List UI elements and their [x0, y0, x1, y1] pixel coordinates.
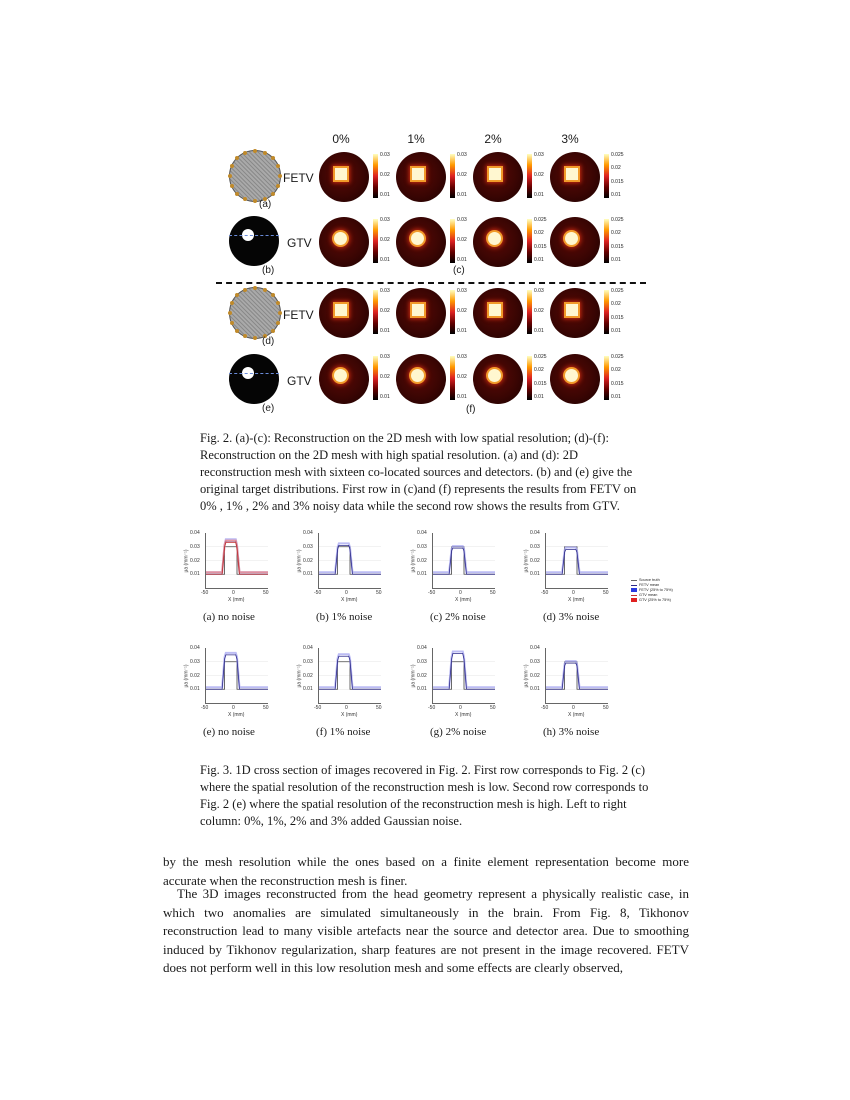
recon-gtv-low-1 [396, 217, 446, 267]
x-axis-label: X (mm) [455, 597, 472, 603]
y-axis-label: μa (mm⁻¹) [523, 663, 530, 688]
colorbar [604, 356, 609, 400]
y-axis-label: μa (mm⁻¹) [410, 663, 417, 688]
mesh-high-res [229, 287, 281, 339]
x-tick: 0 [459, 705, 462, 711]
colorbar-tick: 0.01 [380, 257, 390, 263]
colorbar-tick: 0.03 [534, 288, 544, 294]
colorbar-tick: 0.03 [457, 354, 467, 360]
y-tick: 0.04 [303, 645, 313, 651]
colorbar [604, 219, 609, 263]
recon-fetv-high-1 [396, 288, 446, 338]
recon-gtv-high-1 [396, 354, 446, 404]
source-detector-dot [228, 311, 232, 315]
colorbar-tick: 0.025 [611, 217, 624, 223]
colorbar [450, 290, 455, 334]
colorbar [373, 219, 378, 263]
x-axis-label: X (mm) [568, 712, 585, 718]
colorbar-tick: 0.02 [611, 230, 621, 237]
colorbar-tick: 0.025 [534, 217, 547, 223]
colorbar-tick: 0.015 [534, 380, 547, 387]
source-detector-dot [243, 334, 247, 338]
colorbar-tick: 0.02 [534, 172, 544, 178]
colorbar-tick: 0.01 [534, 257, 544, 263]
legend-swatch-fetv-mean [631, 585, 637, 586]
plot-canvas [319, 533, 381, 588]
colorbar-tick: 0.02 [457, 374, 467, 380]
y-tick: 0.03 [190, 658, 200, 665]
colorbar-tick: 0.03 [457, 288, 467, 294]
reconstructed-anomaly [488, 232, 501, 245]
source-detector-dot [271, 329, 275, 333]
source-detector-dot [276, 321, 280, 325]
y-tick: 0.02 [530, 672, 540, 679]
subfigure-label: (h) 3% noise [543, 726, 600, 738]
reconstructed-anomaly [489, 304, 501, 316]
colorbar-tick: 0.03 [380, 354, 390, 360]
plot-canvas [206, 648, 268, 703]
panel-letter-a: (a) [259, 199, 272, 210]
y-tick: 0.01 [303, 686, 313, 693]
colorbar-tick: 0.01 [457, 394, 467, 400]
y-tick: 0.03 [417, 543, 427, 550]
reconstructed-anomaly [334, 232, 347, 245]
reconstructed-anomaly [412, 304, 424, 316]
y-tick: 0.04 [190, 530, 200, 536]
recon-gtv-low-2 [473, 217, 523, 267]
subfigure-label: (d) 3% noise [543, 611, 600, 623]
recon-gtv-low-3 [550, 217, 600, 267]
colorbar-tick: 0.01 [611, 394, 621, 400]
legend-fetv-band: FETV (25% to 75%) [631, 588, 673, 593]
reconstructed-anomaly [411, 232, 424, 245]
colorbar-tick: 0.01 [611, 257, 621, 263]
subfigure-label: (a) no noise [203, 611, 255, 623]
colorbar-tick: 0.02 [534, 230, 544, 237]
y-tick: 0.03 [530, 543, 540, 550]
colorbar [450, 219, 455, 263]
row-label-gtv-low: GTV [287, 236, 312, 250]
colorbar-tick: 0.015 [611, 178, 624, 185]
colorbar-tick: 0.02 [534, 367, 544, 374]
plot-canvas [206, 533, 268, 588]
source-detector-dot [278, 311, 282, 315]
colorbar-tick: 0.025 [534, 354, 547, 360]
y-tick: 0.02 [417, 672, 427, 679]
colorbar [373, 154, 378, 198]
colorbar-tick: 0.01 [611, 328, 621, 334]
recon-fetv-low-0 [319, 152, 369, 202]
colorbar-tick: 0.02 [380, 172, 390, 178]
col-header-0: 0% [332, 132, 350, 146]
reconstructed-anomaly [566, 168, 578, 180]
x-tick: -50 [541, 705, 549, 711]
legend-fetv-mean: FETV mean [631, 583, 673, 588]
target-low-res [229, 216, 279, 266]
plot-canvas [319, 648, 381, 703]
reconstructed-anomaly [565, 232, 578, 245]
recon-gtv-high-3 [550, 354, 600, 404]
source-detector-dot [276, 184, 280, 188]
colorbar-tick: 0.03 [380, 288, 390, 294]
y-tick: 0.03 [303, 543, 313, 550]
panel-letter-b: (b) [262, 265, 275, 276]
recon-fetv-high-3 [550, 288, 600, 338]
source-detector-dot [230, 321, 234, 325]
fig2-caption: Fig. 2. (a)-(c): Reconstruction on the 2D mesh with low spatial resolution; (d)-(f): Reconstruction on the 2D mesh with high spatial resolution. (a) and (d): 2D reconstruction mesh with sixteen co-located sources and detectors. (b) and (e) give the original target distributions. First row in (c)and (f) represents the results from FETV on 0% , 1% , 2% and 3% noisy data while the second row shows the results from GTV. [200, 431, 637, 513]
legend-swatch-truth [631, 580, 637, 581]
y-axis-label: μa (mm⁻¹) [296, 548, 303, 573]
plot-canvas [433, 648, 495, 703]
separator-line [216, 282, 646, 284]
subfigure-label: (c) 2% noise [430, 611, 486, 623]
x-tick: 50 [603, 590, 609, 596]
y-tick: 0.03 [303, 658, 313, 665]
x-tick: 0 [459, 590, 462, 596]
recon-fetv-low-3 [550, 152, 600, 202]
colorbar-tick: 0.025 [611, 288, 624, 294]
source-detector-dot [243, 151, 247, 155]
x-axis-label: X (mm) [228, 597, 245, 603]
subfigure-label: (e) no noise [203, 726, 255, 738]
colorbar-tick: 0.025 [611, 152, 624, 158]
y-tick: 0.02 [190, 557, 200, 564]
source-detector-dot [263, 288, 267, 292]
source-detector-dot [235, 329, 239, 333]
colorbar [450, 356, 455, 400]
body-paragraph-2: The 3D images reconstructed from the head geometry represent a physically realistic case, in which two anomalies are simulated simultaneously in the brain. From Fig. 8, Tikhonov reconstruction lead to many visible artefacts near the source and detector area. Due to smoothing induced by Tikhonov regularization, sharp features are not present in the image recovered. FETV does not perform well in this low resolution mesh and some effects are clearly observed, [163, 886, 689, 975]
y-axis-label: μa (mm⁻¹) [183, 548, 190, 573]
colorbar-tick: 0.03 [457, 152, 467, 158]
panel-letter-e: (e) [262, 403, 275, 414]
source-detector-dot [253, 286, 257, 290]
x-tick: 50 [376, 705, 382, 711]
recon-gtv-high-0 [319, 354, 369, 404]
y-tick: 0.04 [417, 645, 427, 651]
colorbar-tick: 0.03 [380, 217, 390, 223]
y-tick: 0.01 [190, 686, 200, 693]
profile-plot [432, 533, 495, 589]
y-tick: 0.01 [190, 571, 200, 578]
colorbar [450, 154, 455, 198]
source-detector-dot [253, 149, 257, 153]
colorbar-tick: 0.01 [380, 394, 390, 400]
source-detector-dot [276, 164, 280, 168]
x-tick: 0 [572, 705, 575, 711]
y-tick: 0.02 [530, 557, 540, 564]
colorbar-tick: 0.03 [534, 152, 544, 158]
profile-plot [545, 533, 608, 589]
colorbar [527, 154, 532, 198]
source-detector-dot [230, 301, 234, 305]
subfigure-label: (b) 1% noise [316, 611, 373, 623]
colorbar-tick: 0.02 [611, 367, 621, 374]
reconstructed-anomaly [489, 168, 501, 180]
source-detector-dot [243, 288, 247, 292]
y-tick: 0.01 [417, 571, 427, 578]
legend-gtv-band: GTV (25% to 75%) [631, 598, 673, 603]
colorbar-tick: 0.02 [611, 301, 621, 308]
y-tick: 0.01 [417, 686, 427, 693]
subfigure-label: (f) 1% noise [316, 726, 371, 738]
x-tick: 0 [232, 590, 235, 596]
mesh-low-res [229, 150, 281, 202]
colorbar [604, 154, 609, 198]
reconstructed-anomaly [335, 168, 347, 180]
legend-swatch-gtv-mean [631, 595, 637, 596]
profile-plot [205, 648, 268, 704]
colorbar-tick: 0.03 [457, 217, 467, 223]
colorbar-tick: 0.015 [611, 243, 624, 250]
colorbar-tick: 0.015 [611, 314, 624, 321]
colorbar-tick: 0.03 [380, 152, 390, 158]
x-axis-label: X (mm) [341, 597, 358, 603]
x-tick: -50 [314, 705, 322, 711]
y-tick: 0.04 [530, 645, 540, 651]
x-tick: -50 [428, 590, 436, 596]
reconstructed-anomaly [411, 369, 424, 382]
col-header-1: 1% [407, 132, 425, 146]
y-tick: 0.02 [190, 672, 200, 679]
legend-swatch-fetv-band [631, 588, 637, 592]
colorbar-tick: 0.02 [611, 165, 621, 172]
colorbar-tick: 0.02 [380, 374, 390, 380]
colorbar [527, 290, 532, 334]
legend-swatch-gtv-band [631, 598, 637, 602]
x-tick: 0 [572, 590, 575, 596]
source-detector-dot [271, 192, 275, 196]
x-tick: -50 [541, 590, 549, 596]
colorbar-tick: 0.015 [611, 380, 624, 387]
source-detector-dot [263, 151, 267, 155]
colorbar-tick: 0.01 [457, 328, 467, 334]
colorbar [604, 290, 609, 334]
colorbar-tick: 0.01 [380, 192, 390, 198]
source-detector-dot [276, 301, 280, 305]
x-tick: 50 [490, 705, 496, 711]
y-tick: 0.01 [530, 686, 540, 693]
colorbar-tick: 0.02 [380, 308, 390, 314]
fig3-caption: Fig. 3. 1D cross section of images recovered in Fig. 2. First row corresponds to Fig. 2 (c) where the spatial resolution of the reconstruction mesh is low. Second row corresponds to Fig. 2 (e) where the spatial resolution of the reconstruction mesh is high. Left to right column: 0%, 1%, 2% and 3% added Gaussian noise. [200, 763, 649, 828]
x-tick: 50 [263, 590, 269, 596]
y-axis-label: μa (mm⁻¹) [183, 663, 190, 688]
source-detector-dot [235, 293, 239, 297]
y-axis-label: μa (mm⁻¹) [296, 663, 303, 688]
x-tick: 50 [490, 590, 496, 596]
reconstructed-anomaly [412, 168, 424, 180]
colorbar-tick: 0.01 [534, 328, 544, 334]
colorbar-tick: 0.01 [611, 192, 621, 198]
reconstructed-anomaly [335, 304, 347, 316]
profile-plot [318, 533, 381, 589]
colorbar [373, 356, 378, 400]
x-tick: 0 [232, 705, 235, 711]
x-axis-label: X (mm) [228, 712, 245, 718]
x-tick: 0 [345, 705, 348, 711]
colorbar-tick: 0.02 [380, 237, 390, 243]
source-detector-dot [271, 293, 275, 297]
y-tick: 0.04 [190, 645, 200, 651]
colorbar [527, 219, 532, 263]
panel-letter-f: (f) [466, 404, 476, 415]
colorbar-tick: 0.02 [534, 308, 544, 314]
colorbar-tick: 0.015 [534, 243, 547, 250]
x-axis-label: X (mm) [341, 712, 358, 718]
x-tick: -50 [201, 590, 209, 596]
colorbar-tick: 0.025 [611, 354, 624, 360]
y-axis-label: μa (mm⁻¹) [410, 548, 417, 573]
plot-canvas [546, 648, 608, 703]
reconstructed-anomaly [566, 304, 578, 316]
recon-fetv-high-2 [473, 288, 523, 338]
recon-fetv-low-1 [396, 152, 446, 202]
colorbar-tick: 0.01 [457, 192, 467, 198]
y-tick: 0.02 [417, 557, 427, 564]
reconstructed-anomaly [565, 369, 578, 382]
y-tick: 0.01 [530, 571, 540, 578]
colorbar-tick: 0.02 [457, 237, 467, 243]
x-axis-label: X (mm) [568, 597, 585, 603]
colorbar-tick: 0.01 [380, 328, 390, 334]
plot-canvas [433, 533, 495, 588]
y-tick: 0.04 [530, 530, 540, 536]
x-tick: 0 [345, 590, 348, 596]
source-detector-dot [253, 336, 257, 340]
colorbar-tick: 0.01 [534, 394, 544, 400]
source-detector-dot [230, 164, 234, 168]
source-detector-dot [230, 184, 234, 188]
colorbar-tick: 0.02 [457, 308, 467, 314]
x-tick: -50 [201, 705, 209, 711]
y-tick: 0.04 [303, 530, 313, 536]
x-tick: 50 [376, 590, 382, 596]
colorbar [527, 356, 532, 400]
y-axis-label: μa (mm⁻¹) [523, 548, 530, 573]
colorbar-tick: 0.01 [534, 192, 544, 198]
profile-plot [205, 533, 268, 589]
colorbar [373, 290, 378, 334]
legend-source-truth: Source truth [631, 578, 673, 583]
source-detector-dot [278, 174, 282, 178]
recon-fetv-high-0 [319, 288, 369, 338]
y-tick: 0.03 [530, 658, 540, 665]
target-high-res [229, 354, 279, 404]
profile-plot [545, 648, 608, 704]
y-tick: 0.03 [417, 658, 427, 665]
panel-letter-d: (d) [262, 336, 275, 347]
recon-gtv-high-2 [473, 354, 523, 404]
subfigure-label: (g) 2% noise [430, 726, 487, 738]
y-tick: 0.04 [417, 530, 427, 536]
x-tick: -50 [314, 590, 322, 596]
recon-fetv-low-2 [473, 152, 523, 202]
profile-plot [318, 648, 381, 704]
col-header-2: 2% [484, 132, 502, 146]
source-detector-dot [235, 192, 239, 196]
colorbar-tick: 0.02 [457, 172, 467, 178]
source-detector-dot [253, 199, 257, 203]
row-label-gtv-high: GTV [287, 374, 312, 388]
y-tick: 0.02 [303, 557, 313, 564]
reconstructed-anomaly [334, 369, 347, 382]
x-tick: 50 [263, 705, 269, 711]
source-detector-dot [228, 174, 232, 178]
fig3-legend [631, 578, 673, 603]
plot-canvas [546, 533, 608, 588]
reconstructed-anomaly [488, 369, 501, 382]
col-header-3: 3% [561, 132, 579, 146]
y-tick: 0.01 [303, 571, 313, 578]
x-axis-label: X (mm) [455, 712, 472, 718]
body-paragraph-1: by the mesh resolution while the ones based on a finite element representation become more accurate when the reconstruction mesh is finer. [163, 854, 689, 888]
y-tick: 0.02 [303, 672, 313, 679]
colorbar-tick: 0.01 [457, 257, 467, 263]
y-tick: 0.03 [190, 543, 200, 550]
source-detector-dot [235, 156, 239, 160]
legend-gtv-mean: GTV mean [631, 593, 673, 598]
row-label-fetv-high: FETV [283, 308, 314, 322]
panel-letter-c: (c) [453, 265, 465, 276]
row-label-fetv-low: FETV [283, 171, 314, 185]
source-detector-dot [243, 197, 247, 201]
source-detector-dot [271, 156, 275, 160]
recon-gtv-low-0 [319, 217, 369, 267]
x-tick: 50 [603, 705, 609, 711]
x-tick: -50 [428, 705, 436, 711]
profile-plot [432, 648, 495, 704]
